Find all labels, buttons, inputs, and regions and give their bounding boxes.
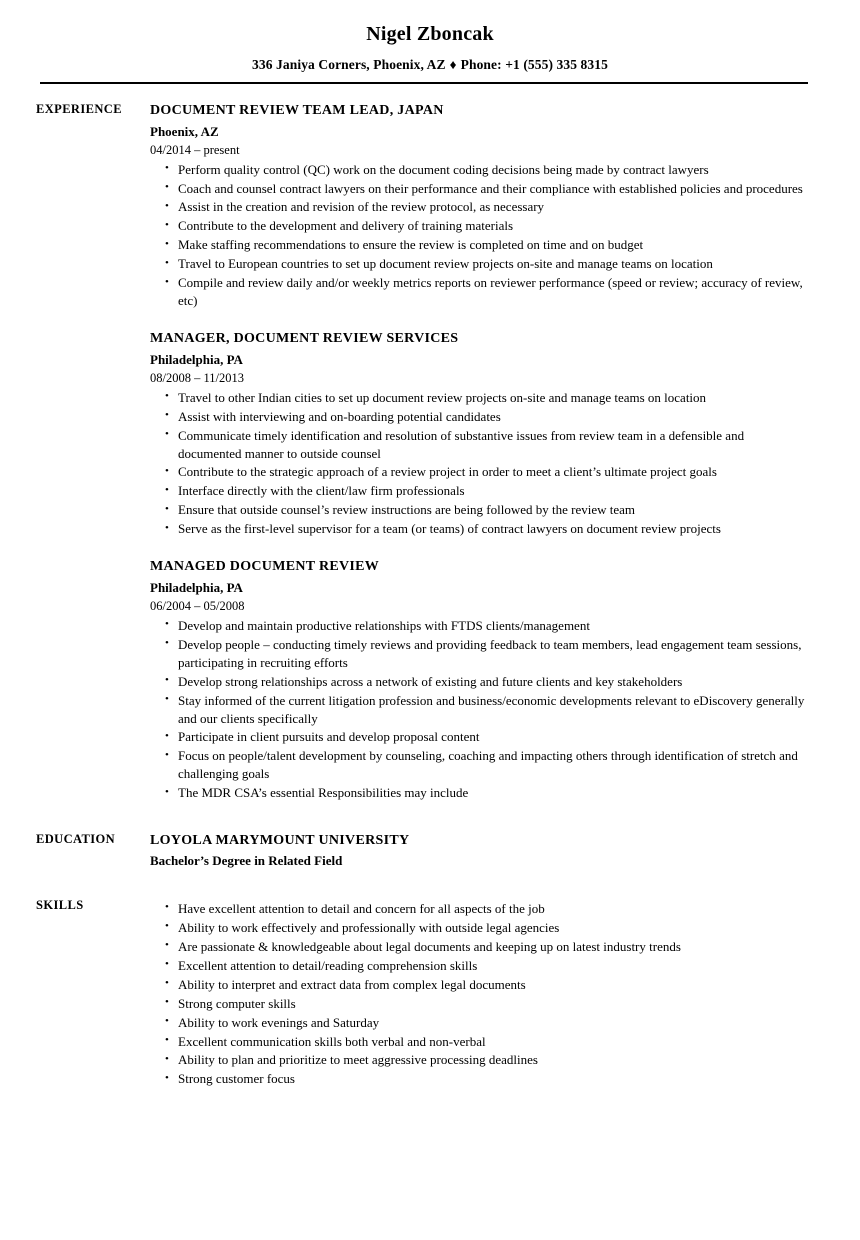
list-item: • Excellent communication skills both verbal and non-verbal xyxy=(150,1033,810,1051)
list-item: • Assist with interviewing and on-boarding potential candidates xyxy=(150,408,810,426)
education-body xyxy=(150,832,860,870)
list-item: • Develop strong relationships across a network of existing and future clients and key stakeholders xyxy=(150,673,810,691)
list-item: • Are passionate & knowledgeable about legal documents and keeping up on latest industry trends xyxy=(150,938,810,956)
list-item: • Ability to work effectively and professionally with outside legal agencies xyxy=(150,919,810,937)
list-item: • Ability to plan and prioritize to meet aggressive processing deadlines xyxy=(150,1051,810,1069)
list-item: • Perform quality control (QC) work on the document coding decisions being made by contract lawyers xyxy=(150,161,810,179)
list-item: • Contribute to the development and delivery of training materials xyxy=(150,217,810,235)
job-location: Philadelphia, PA xyxy=(150,352,243,368)
resume-header xyxy=(0,0,860,84)
list-item: • Strong customer focus xyxy=(150,1070,810,1088)
job-entry xyxy=(150,558,810,802)
job-entry xyxy=(150,102,810,310)
list-item: • Strong computer skills xyxy=(150,995,810,1013)
contact-phone: Phone: +1 (555) 335 8315 xyxy=(460,57,608,72)
header-divider xyxy=(40,82,808,84)
list-item: • Serve as the first-level supervisor for a team (or teams) of contract lawyers on document review projects xyxy=(150,520,810,538)
job-location: Philadelphia, PA xyxy=(150,580,243,596)
list-item: • Contribute to the strategic approach of a review project in order to meet a client’s ultimate project goals xyxy=(150,463,810,481)
education-section xyxy=(0,832,860,870)
job-dates: 04/2014 – present xyxy=(150,142,240,157)
experience-body xyxy=(150,102,860,802)
list-item: • Stay informed of the current litigation profession and business/economic developments relevant to eDiscovery generally and our clients specifically xyxy=(150,692,810,728)
list-item: • Have excellent attention to detail and concern for all aspects of the job xyxy=(150,900,810,918)
list-item: • Ability to work evenings and Saturday xyxy=(150,1014,810,1032)
list-item: • Communicate timely identification and resolution of substantive issues from review team in a defensible and documented manner to outside counsel xyxy=(150,427,810,463)
list-item: • Focus on people/talent development by counseling, coaching and impacting others through identification of stretch and challenging goals xyxy=(150,747,810,783)
diamond-separator-icon: ♦ xyxy=(449,57,457,72)
job-title: MANAGED DOCUMENT REVIEW xyxy=(150,559,380,575)
job-bullet-list xyxy=(150,389,810,539)
list-item: • Develop people – conducting timely reviews and providing feedback to team members, lead engagement team sessions, participating in recruiting efforts xyxy=(150,636,810,672)
job-title: DOCUMENT REVIEW TEAM LEAD, JAPAN xyxy=(150,103,444,118)
list-item: • Ability to interpret and extract data from complex legal documents xyxy=(150,976,810,994)
candidate-name: Nigel Zboncak xyxy=(366,23,494,45)
skills-body xyxy=(150,898,860,1088)
job-dates: 06/2004 – 05/2008 xyxy=(150,598,245,613)
job-location: Phoenix, AZ xyxy=(150,124,219,140)
degree-name: Bachelor’s Degree in Related Field xyxy=(150,853,343,869)
list-item: • Ensure that outside counsel’s review instructions are being followed by the review team xyxy=(150,501,810,519)
list-item: • Develop and maintain productive relationships with FTDS clients/management xyxy=(150,617,810,635)
contact-line xyxy=(0,57,860,73)
section-label-experience: EXPERIENCE xyxy=(36,102,122,116)
contact-address: 336 Janiya Corners, Phoenix, AZ xyxy=(252,57,446,72)
list-item: • Compile and review daily and/or weekly metrics reports on reviewer performance (speed or review; accuracy of review, etc) xyxy=(150,274,810,310)
section-label-skills: SKILLS xyxy=(36,897,84,912)
skills-bullet-list xyxy=(150,900,810,1088)
school-name: LOYOLA MARYMOUNT UNIVERSITY xyxy=(150,833,410,849)
list-item: • Coach and counsel contract lawyers on their performance and their compliance with established policies and procedures xyxy=(150,180,810,198)
section-label-education: EDUCATION xyxy=(36,832,116,847)
job-dates: 08/2008 – 11/2013 xyxy=(150,370,244,385)
list-item: • The MDR CSA’s essential Responsibilities may include xyxy=(150,784,810,802)
job-bullet-list xyxy=(150,617,810,802)
list-item: • Travel to European countries to set up document review projects on-site and manage teams on location xyxy=(150,255,810,273)
education-entry xyxy=(150,832,810,870)
experience-section xyxy=(0,102,860,802)
list-item: • Make staffing recommendations to ensure the review is completed on time and on budget xyxy=(150,236,810,254)
skills-section xyxy=(0,898,860,1088)
job-bullet-list xyxy=(150,161,810,311)
list-item: • Participate in client pursuits and develop proposal content xyxy=(150,728,810,746)
list-item: • Interface directly with the client/law firm professionals xyxy=(150,482,810,500)
list-item: • Assist in the creation and revision of the review protocol, as necessary xyxy=(150,198,810,216)
job-title: MANAGER, DOCUMENT REVIEW SERVICES xyxy=(150,331,459,347)
job-entry xyxy=(150,330,810,538)
list-item: • Travel to other Indian cities to set up document review projects on-site and manage teams on location xyxy=(150,389,810,407)
list-item: • Excellent attention to detail/reading comprehension skills xyxy=(150,957,810,975)
